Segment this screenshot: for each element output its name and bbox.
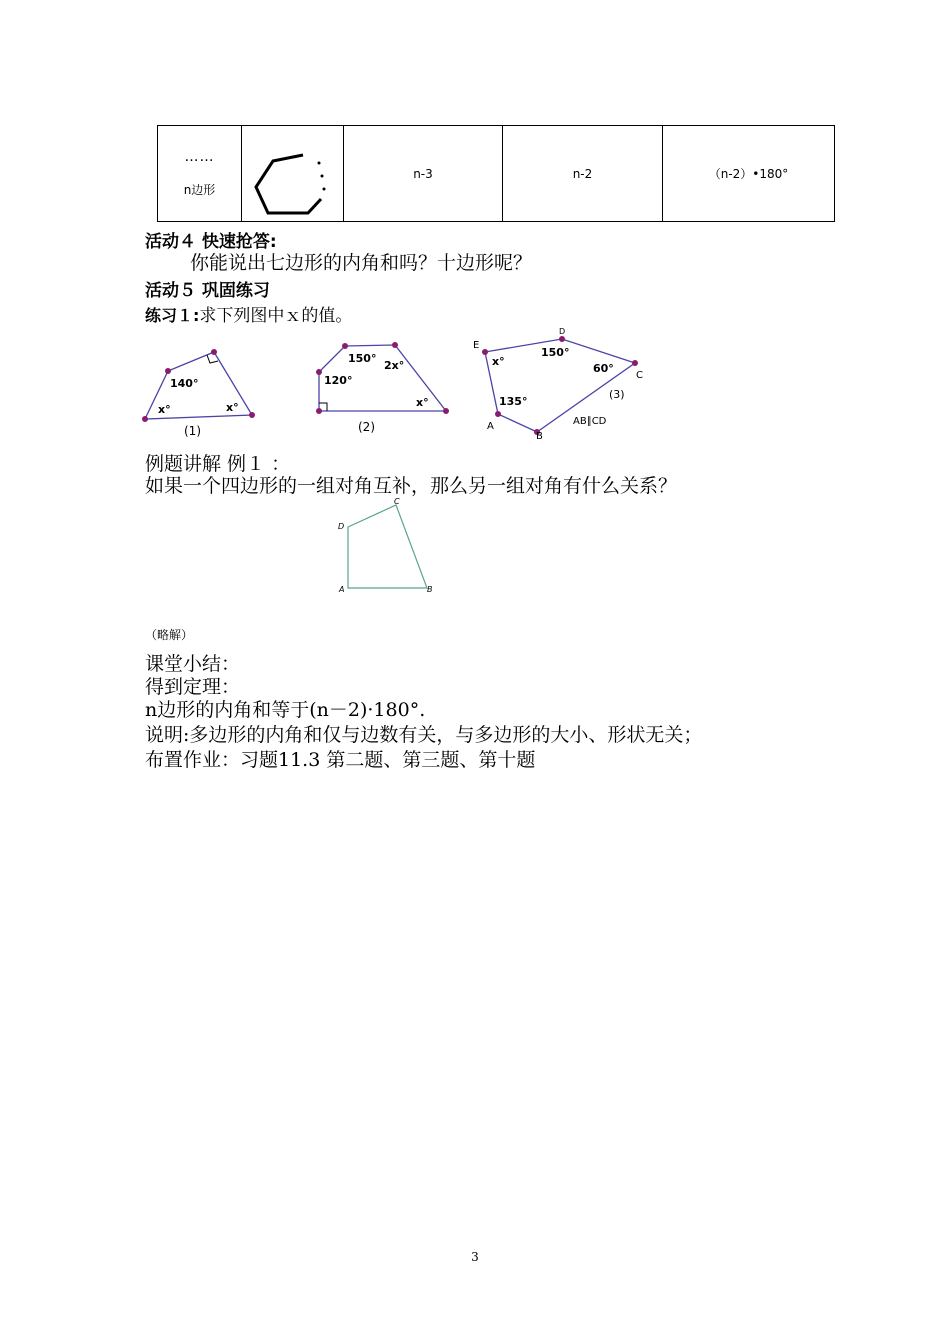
- fig2-angle-120: 120°: [324, 374, 353, 387]
- exercise-line: [145, 301, 352, 326]
- fig3-angle-135: 135°: [499, 395, 528, 408]
- activity4-heading: 活动４ 快速抢答:: [145, 232, 277, 252]
- theorem: n边形的内角和等于(n－2)·180°.: [145, 699, 426, 721]
- fig1-angle-x-right: x°: [226, 401, 239, 414]
- summary-heading: 课堂小结：: [145, 653, 241, 675]
- table-cell-diagonals: n-3: [344, 126, 503, 222]
- n-gon-label: n边形: [183, 183, 216, 197]
- figure-3: [473, 327, 643, 442]
- figure-1: [142, 349, 255, 438]
- fig1-angle-x-left: x°: [158, 403, 171, 416]
- exercise-figures: [140, 327, 660, 445]
- fig2-angle-2x: 2x°: [384, 359, 405, 372]
- fig3-label-c: C: [636, 370, 643, 381]
- theorem-label: 得到定理：: [145, 676, 241, 698]
- table-cell-triangles: n-2: [503, 126, 663, 222]
- example-heading: 例题讲解 例１ ：: [145, 453, 291, 475]
- activity4-question: 你能说出七边形的内角和吗？十边形呢？: [190, 252, 533, 274]
- solution-note: （略解）: [145, 628, 194, 642]
- table-cell-name: [158, 126, 242, 222]
- fig1-angle-140: 140°: [170, 377, 199, 390]
- activity5-heading: 活动５ 巩固练习: [145, 281, 270, 301]
- exercise-label: 练习１:: [145, 306, 200, 325]
- fig3-label-b: B: [536, 431, 543, 442]
- fig3-note: AB∥CD: [573, 416, 607, 427]
- page-number: 3: [471, 1250, 479, 1264]
- fig1-caption: (1): [184, 424, 201, 438]
- ellipsis: ……: [184, 149, 215, 165]
- example-label-c: C: [394, 497, 400, 506]
- fig2-caption: (2): [358, 420, 375, 434]
- n-gon-figure: [243, 127, 343, 217]
- fig3-angle-60: 60°: [593, 362, 614, 375]
- table-cell-angle-sum: （n-2）•180°: [663, 126, 835, 222]
- fig3-angle-x: x°: [492, 355, 505, 368]
- fig3-angle-150: 150°: [541, 346, 570, 359]
- example-label-a: A: [339, 585, 345, 594]
- fig3-label-e: E: [473, 340, 480, 351]
- example-question: 如果一个四边形的一组对角互补，那么另一组对角有什么关系？: [145, 475, 678, 497]
- homework: 布置作业：习题11.3 第二题、第三题、第十题: [145, 749, 536, 771]
- example-figure: [336, 495, 446, 597]
- example-label-d: D: [338, 522, 345, 531]
- fig2-angle-x: x°: [416, 396, 429, 409]
- table-cell-figure: [242, 126, 344, 222]
- explanation: 说明:多边形的内角和仅与边数有关，与多边形的大小、形状无关；: [145, 724, 703, 746]
- example-label-b: B: [427, 585, 433, 594]
- fig3-label-d: D: [559, 327, 566, 336]
- fig2-angle-150: 150°: [348, 352, 377, 365]
- fig3-caption: (3): [609, 388, 625, 401]
- exercise-text: 求下列图中ｘ的值。: [199, 306, 353, 326]
- fig3-label-a: A: [487, 421, 494, 432]
- figure-2: [316, 342, 449, 434]
- polygon-table-row: [157, 125, 835, 222]
